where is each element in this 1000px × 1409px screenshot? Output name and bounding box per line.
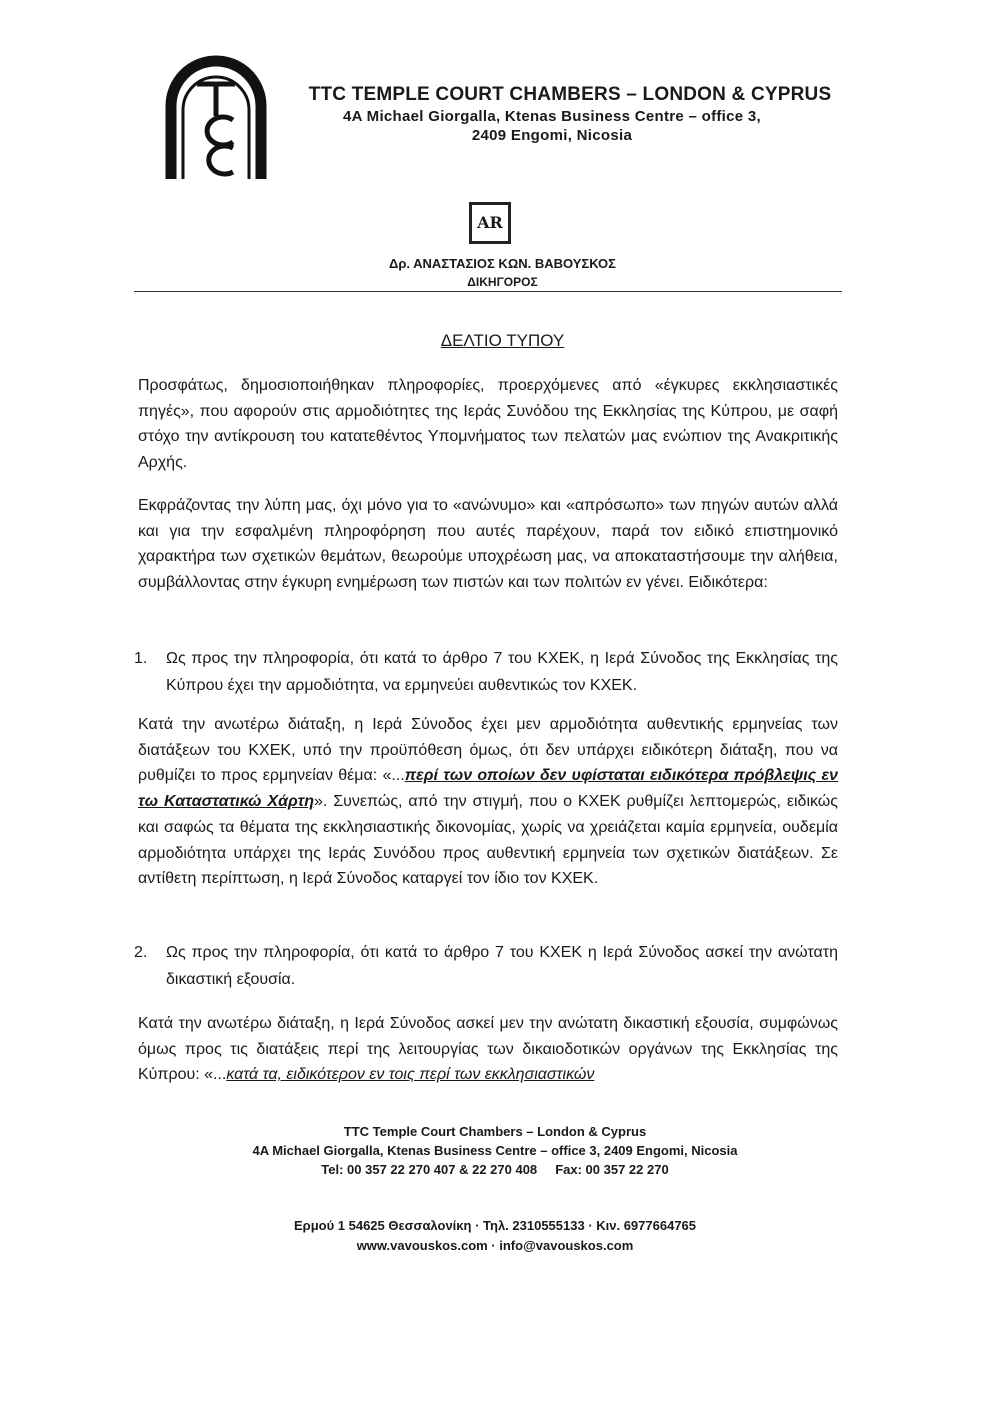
list-item-text: Ως προς την πληροφορία, ότι κατά το άρθρο 7 του ΚΧΕΚ η Ιερά Σύνοδος ασκεί την ανώτατη δικαστική εξουσία. bbox=[166, 944, 838, 988]
paragraph-3-text-a: Κατά την ανωτέρω διάταξη, η Ιερά Σύνοδος έχει μεν αρμοδιότητα αυθεντικής ερμηνείας των διατάξεων του ΚΧΕΚ, υπό την προϋπόθεση όμως, ότι δεν υπάρχει ειδικότερη διάταξη, που να ρυθμίζει το προς ερμηνείαν θέμα: «... bbox=[138, 716, 838, 785]
header-divider bbox=[134, 291, 842, 292]
list-item-1 bbox=[134, 645, 838, 699]
footer-web-email: www.vavouskos.com · info@vavouskos.com bbox=[356, 1238, 634, 1253]
footer-phone-fax: Tel: 00 357 22 270 407 & 22 270 408 Fax: 00 357 22 270 bbox=[321, 1162, 669, 1177]
list-item-text: Ως προς την πληροφορία, ότι κατά το άρθρο 7 του ΚΧΕΚ, η Ιερά Σύνοδος της Εκκλησίας της Κύπρου έχει την αρμοδιότητα, να ερμηνεύει αυθεντικώς τον ΚΧΕΚ. bbox=[166, 650, 838, 694]
paragraph-4-text-a: Κατά την ανωτέρω διάταξη, η Ιερά Σύνοδος ασκεί μεν την ανώτατη δικαστική εξουσία, συμφώνως όμως προς τις διατάξεις περί της λειτουργίας των δικαιοδοτικών οργάνων της Εκκλησίας της Κύπρου: «... bbox=[138, 1015, 838, 1084]
list-item-2 bbox=[134, 939, 838, 993]
paragraph-4 bbox=[138, 1011, 838, 1088]
footer-address: 4A Michael Giorgalla, Ktenas Business Centre – office 3, 2409 Engomi, Nicosia bbox=[252, 1143, 738, 1158]
firm-name: TTC TEMPLE COURT CHAMBERS – LONDON & CYPRUS bbox=[308, 84, 832, 105]
firm-address-line2: 2409 Engomi, Nicosia bbox=[471, 127, 633, 144]
paragraph-3-quote: περί των οποίων δεν υφίσταται ειδικότερα πρόβλεψις εν τω Καταστατικώ Χάρτη bbox=[138, 767, 838, 811]
list-item-number: 1. bbox=[134, 650, 148, 667]
lawyer-name: Δρ. ΑΝΑΣΤΑΣΙΟΣ ΚΩΝ. ΒΑΒΟΥΣΚΟΣ bbox=[389, 256, 616, 271]
paragraph-2: Εκφράζοντας την λύπη μας, όχι μόνο για το «ανώνυμο» και «απρόσωπο» των πηγών αυτών αλλά και για την εσφαλμένη πληροφόρηση που αυτές παρέχουν, παρά τον ειδικό επιστημονικό χαρακτήρα των σχετικών θεμάτων, θεωρούμε υποχρέωση μας, να αποκαταστήσουμε την αλήθεια, συμβάλλοντας στην έγκυρη ενημέρωση των πιστών και των πολιτών εν γένει. Ειδικότερα: bbox=[138, 497, 838, 592]
paragraph-1: Προσφάτως, δημοσιοποιήθηκαν πληροφορίες, προερχόμενες από «έγκυρες εκκλησιαστικές πηγές», που αφορούν στις αρμοδιότητες της Ιεράς Συνόδου της Εκκλησίας της Κύπρου, με σαφή στόχο την αντίκρουση του κατατεθέντος Υπομνήματος των πελατών μας ενώπιον της Ανακριτικής Αρχής. bbox=[138, 377, 838, 472]
footer-firm-name: TTC Temple Court Chambers – London & Cyprus bbox=[343, 1124, 647, 1139]
footer-thessaloniki-contact: Ερμού 1 54625 Θεσσαλονίκη · Τηλ. 2310555133 · Κιν. 6977664765 bbox=[293, 1218, 697, 1233]
paragraph-4-quote: κατά τα, ειδικότερον εν τοις περί των εκκλησιαστικών bbox=[226, 1066, 595, 1084]
firm-logo bbox=[163, 54, 269, 179]
paragraph-3 bbox=[138, 712, 838, 892]
paragraph-3-text-b: ». Συνεπώς, από την στιγμή, που ο ΚΧΕΚ ρυθμίζει λεπτομερώς, ειδικώς και σαφώς τα θέματα της εκκλησιαστικής δικονομίας, χωρίς να χρειάζεται καμία ερμηνεία, ουδεμία αρμοδιότητα υπάρχει της Ιεράς Συνόδου προς αυθεντική ερμηνεία των σχετικών διατάξεων. Σε αντίθετη περίπτωση, η Ιερά Σύνοδος καταργεί τον ίδιο τον ΚΧΕΚ. bbox=[138, 793, 839, 888]
lawyer-monogram: AR bbox=[469, 202, 511, 244]
firm-address-line1: 4A Michael Giorgalla, Ktenas Business Centre – office 3, bbox=[342, 108, 762, 125]
list-item-number: 2. bbox=[134, 944, 148, 961]
document-title: ΔΕΛΤΙΟ ΤΥΠΟΥ bbox=[440, 331, 565, 350]
lawyer-title: ΔΙΚΗΓΟΡΟΣ bbox=[467, 275, 538, 289]
